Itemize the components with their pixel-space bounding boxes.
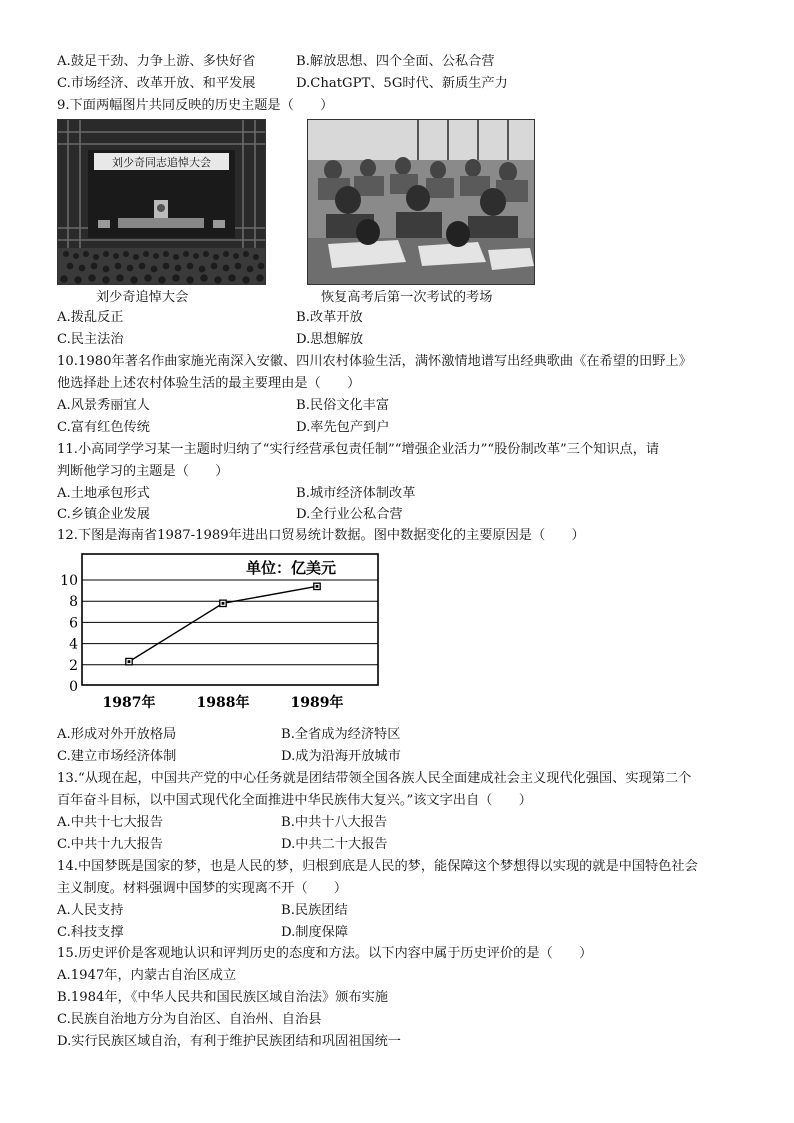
q15-stem: 15.历史评价是客观地认识和评判历史的态度和方法。以下内容中属于历史评价的是（ ） bbox=[57, 946, 593, 961]
q13-option-d: D.中共二十大报告 bbox=[281, 837, 388, 852]
chart-points bbox=[126, 583, 320, 665]
caption-right: 恢复高考后第一次考试的考场 bbox=[321, 290, 493, 305]
data-point-core bbox=[222, 602, 225, 605]
chart-x-ticks bbox=[103, 694, 344, 711]
q15-option-d: D.实行民族区域自治，有利于维护民族团结和巩固祖国统一 bbox=[57, 1034, 401, 1049]
q12-stem: 12.下图是海南省1987-1989年进出口贸易统计数据。图中数据变化的主要原因是（ ） bbox=[57, 528, 585, 543]
q11-option-a: A.土地承包形式 bbox=[57, 486, 150, 501]
y-tick-label: 2 bbox=[69, 657, 78, 674]
data-point-core bbox=[316, 585, 319, 588]
q14-option-d: D.制度保障 bbox=[281, 925, 349, 940]
q8-option-d: D.ChatGPT、5G时代、新质生产力 bbox=[296, 76, 508, 91]
q9-option-b: B.改革开放 bbox=[296, 310, 363, 325]
q9-option-a: A.拨乱反正 bbox=[57, 310, 124, 325]
q12-option-d: D.成为沿海开放城市 bbox=[281, 749, 401, 764]
q14-stem-line2: 主义制度。材料强调中国梦的实现离不开（ ） bbox=[57, 881, 348, 896]
q10-option-a: A.风景秀丽宜人 bbox=[57, 398, 150, 413]
q10-option-d: D.率先包产到户 bbox=[296, 420, 390, 435]
caption-left: 刘少奇追悼大会 bbox=[96, 290, 189, 305]
q13-stem-line2: 百年奋斗目标，以中国式现代化全面推进中华民族伟大复兴。”该文字出自（ ） bbox=[57, 793, 532, 808]
x-tick-label: 1988年 bbox=[196, 695, 250, 711]
q13-option-b: B.中共十八大报告 bbox=[281, 815, 388, 830]
x-tick-label: 1987年 bbox=[102, 695, 156, 711]
q12-option-c: C.建立市场经济体制 bbox=[57, 749, 177, 764]
q12-option-b: B.全省成为经济特区 bbox=[281, 727, 401, 742]
trade-line-chart bbox=[58, 553, 380, 715]
q15-option-b: B.1984年，《中华人民共和国民族区域自治法》颁布实施 bbox=[57, 990, 388, 1005]
exam-hall-photo bbox=[307, 119, 535, 285]
q11-option-c: C.乡镇企业发展 bbox=[57, 507, 150, 522]
q10-stem-line2: 他选择赴上述农村体验生活的最主要理由是（ ） bbox=[57, 376, 361, 391]
q11-option-b: B.城市经济体制改革 bbox=[296, 486, 416, 501]
q14-stem-line1: 14.中国梦既是国家的梦，也是人民的梦，归根到底是人民的梦，能保障这个梦想得以实现的就是中国特色社会 bbox=[57, 859, 698, 874]
y-tick-label: 10 bbox=[60, 573, 78, 589]
memorial-banner-text: 刘少奇同志追悼大会 bbox=[112, 156, 211, 169]
q13-stem-line1: 13.“从现在起，中国共产党的中心任务就是团结带领全国各族人民全面建成社会主义现代化强国、实现第二个 bbox=[57, 771, 692, 786]
q11-option-d: D.全行业公私合营 bbox=[296, 507, 403, 522]
q15-option-a: A.1947年，内蒙古自治区成立 bbox=[57, 968, 237, 983]
q9-option-d: D.思想解放 bbox=[296, 332, 364, 347]
q11-stem-line1: 11.小高同学学习某一主题时归纳了“实行经营承包责任制”“增强企业活力”“股份制改革”三个知识点，请 bbox=[57, 442, 660, 457]
q14-option-c: C.科技支撑 bbox=[57, 925, 124, 940]
y-tick-label: 8 bbox=[69, 594, 78, 611]
data-point-core bbox=[128, 660, 131, 663]
y-tick-label: 4 bbox=[69, 636, 78, 653]
q8-option-c: C.市场经济、改革开放、和平发展 bbox=[57, 76, 256, 91]
q14-option-a: A.人民支持 bbox=[57, 903, 124, 918]
series-line bbox=[129, 586, 317, 661]
q13-option-c: C.中共十九大报告 bbox=[57, 837, 164, 852]
q15-option-c: C.民族自治地方分为自治区、自治州、自治县 bbox=[57, 1012, 322, 1027]
memorial-photo bbox=[57, 119, 266, 285]
q14-option-b: B.民族团结 bbox=[281, 903, 348, 918]
q13-option-a: A.中共十七大报告 bbox=[57, 815, 164, 830]
x-tick-label: 1989年 bbox=[290, 695, 344, 711]
y-tick-label: 0 bbox=[69, 679, 78, 695]
q10-option-c: C.富有红色传统 bbox=[57, 420, 150, 435]
q10-stem-line1: 10.1980年著名作曲家施光南深入安徽、四川农村体验生活，满怀激情地谱写出经典歌曲《在希望的田野上》 bbox=[57, 354, 692, 369]
q10-option-b: B.民俗文化丰富 bbox=[296, 398, 390, 413]
chart-y-ticks bbox=[60, 573, 78, 695]
q9-stem: 9.下面两幅图片共同反映的历史主题是（ ） bbox=[57, 98, 334, 113]
y-tick-label: 6 bbox=[69, 615, 78, 632]
q8-option-b: B.解放思想、四个全面、公私合营 bbox=[296, 54, 495, 69]
q11-stem-line2: 判断他学习的主题是（ ） bbox=[57, 464, 229, 479]
q12-option-a: A.形成对外开放格局 bbox=[57, 727, 177, 742]
chart-title: 单位：亿美元 bbox=[245, 559, 337, 577]
q8-option-a: A.鼓足干劲、力争上游、多快好省 bbox=[57, 54, 256, 69]
q9-option-c: C.民主法治 bbox=[57, 332, 124, 347]
chart-grid bbox=[82, 580, 378, 665]
